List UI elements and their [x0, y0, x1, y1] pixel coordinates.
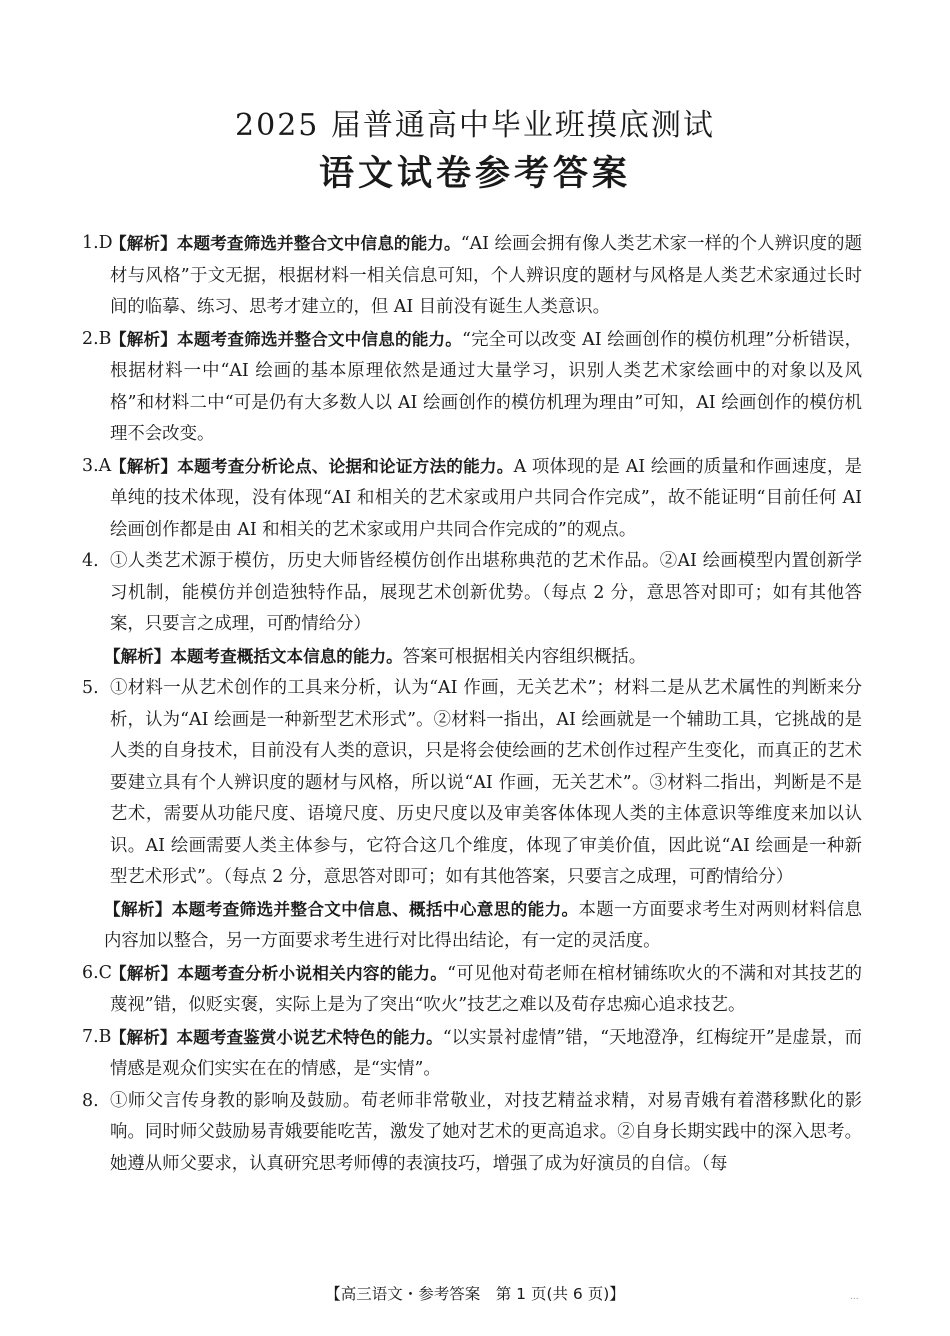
answer-item-1 — [82, 228, 862, 324]
answer-text: ①材料一从艺术创作的工具来分析，认为“AI 作画，无关艺术”；材料二是从艺术属性的判断来分析，认为“AI 绘画是一种新型艺术形式”。②材料一指出，AI 绘画就是一个辅助工具，它挑战的是人类的自身技术，目前没有人类的意识，只是将会使绘画的艺术创作过程产生变化，而真正的艺术要建立具有个人辨识度的题材与风格，所以说“AI 作画，无关艺术”。③材料二指出，判断是不是艺术，需要从功能尺度、语境尺度、历史尺度以及审美客体体现人类的主体意识等维度来加以认识。AI 绘画需要人类主体参与，它符合这几个维度，体现了审美价值，因此说“AI 绘画是一种新型艺术形式”。（每点 2 分，意思答对即可；如有其他答案，只要言之成理，可酌情给分） — [110, 678, 862, 887]
item-number: 3.A — [82, 455, 112, 476]
analysis-tag: 【解析】本题考查概括文本信息的能力。 — [104, 646, 403, 666]
item-number: 1.D — [82, 233, 113, 253]
analysis-tag: 【解析】本题考查分析论点、论据和论证方法的能力。 — [110, 456, 514, 476]
analysis-tag: 【解析】本题考查筛选并整合文中信息的能力。 — [110, 329, 463, 349]
analysis-text: “以实景衬虚情”错，“天地澄净，红梅绽开”是虚景，而情感是观众们实实在在的情感，是“实情”。 — [110, 1027, 862, 1079]
corner-mark: ... — [850, 1292, 859, 1302]
analysis-text: 本题一方面要求考生对两则材料信息内容加以整合，另一方面要求考生进行对比得出结论，有一定的灵活度。 — [104, 899, 862, 951]
answer-text: ①人类艺术源于模仿，历史大师皆经模仿创作出堪称典范的艺术作品。②AI 绘画模型内置创新学习机制，能模仿并创造独特作品，展现艺术创新优势。（每点 2 分，意思答对即可；如有其他答案，只要言之成理，可酌情给分） — [110, 551, 862, 634]
item-number: 2.B — [82, 328, 112, 349]
answer-item-7 — [82, 1022, 862, 1086]
answer-text: ①师父言传身教的影响及鼓励。荀老师非常敬业，对技艺精益求精，对易青娥有着潜移默化的影响。同时师父鼓励易青娥要能吃苦，激发了她对艺术的更高追求。②自身长期实践中的深入思考。她遵从师父要求，认真研究思考师傅的表演技巧，增强了成为好演员的自信。（每 — [110, 1090, 862, 1174]
analysis-text: “可见他对荀老师在棺材铺练吹火的不满和对其技艺的蔑视”错，似贬实褒，实际上是为了突出“吹火”技艺之难以及荀存忠痴心追求技艺。 — [110, 963, 862, 1015]
answer-item-5 — [82, 673, 862, 894]
answer-item-4-analysis — [82, 641, 862, 674]
analysis-tag: 【解析】本题考查鉴赏小说艺术特色的能力。 — [110, 1027, 443, 1047]
page-footer: 【高三语文・参考答案 第 1 页(共 6 页)】 — [325, 1285, 625, 1303]
answer-title: 语文试卷参考答案 — [318, 154, 631, 194]
analysis-text: A 项体现的是 AI 绘画的质量和作画速度，是单纯的技术体现，没有体现“AI 和相关的艺术家或用户共同合作完成”，故不能证明“目前任何 AI 绘画创作都是由 AI 和相关的艺术家或用户共同合作完成的”的观点。 — [110, 456, 863, 540]
answer-item-4 — [82, 546, 862, 641]
analysis-text: “完全可以改变 AI 绘画创作的模仿机理”分析错误，根据材料一中“AI 绘画的基本原理依然是通过大量学习，识别人类艺术家绘画中的对象以及风格”和材料二中“可是仍有大多数人以 AI 绘画创作的模仿机理为理由”可知，AI 绘画创作的模仿机理不会改变。 — [110, 329, 862, 444]
item-number: 7.B — [82, 1026, 112, 1047]
exam-title: 2025 届普通高中毕业班摸底测试 — [235, 108, 715, 143]
analysis-text: “AI 绘画会拥有像人类艺术家一样的个人辨识度的题材与风格”于文无据，根据材料一相关信息可知，个人辨识度的题材与风格是人类艺术家通过长时间的临摹、练习、思考才建立的，但 AI 目前没有诞生人类意识。 — [110, 234, 862, 317]
answer-item-5-analysis — [82, 894, 862, 958]
answer-item-6 — [82, 958, 862, 1022]
item-number: 5. — [82, 678, 99, 698]
answer-item-3 — [82, 451, 862, 547]
analysis-text: 答案可根据相关内容组织概括。 — [402, 646, 647, 667]
answer-list — [82, 228, 862, 1180]
analysis-tag: 【解析】本题考查筛选并整合文中信息的能力。 — [110, 234, 461, 253]
item-number: 4. — [82, 551, 99, 571]
item-number: 8. — [82, 1090, 99, 1111]
answer-item-2 — [82, 324, 862, 451]
item-number: 6.C — [82, 962, 112, 983]
analysis-tag: 【解析】本题考查筛选并整合文中信息、概括中心意思的能力。 — [104, 899, 579, 919]
answer-item-8 — [82, 1086, 862, 1181]
analysis-tag: 【解析】本题考查分析小说相关内容的能力。 — [110, 963, 448, 983]
